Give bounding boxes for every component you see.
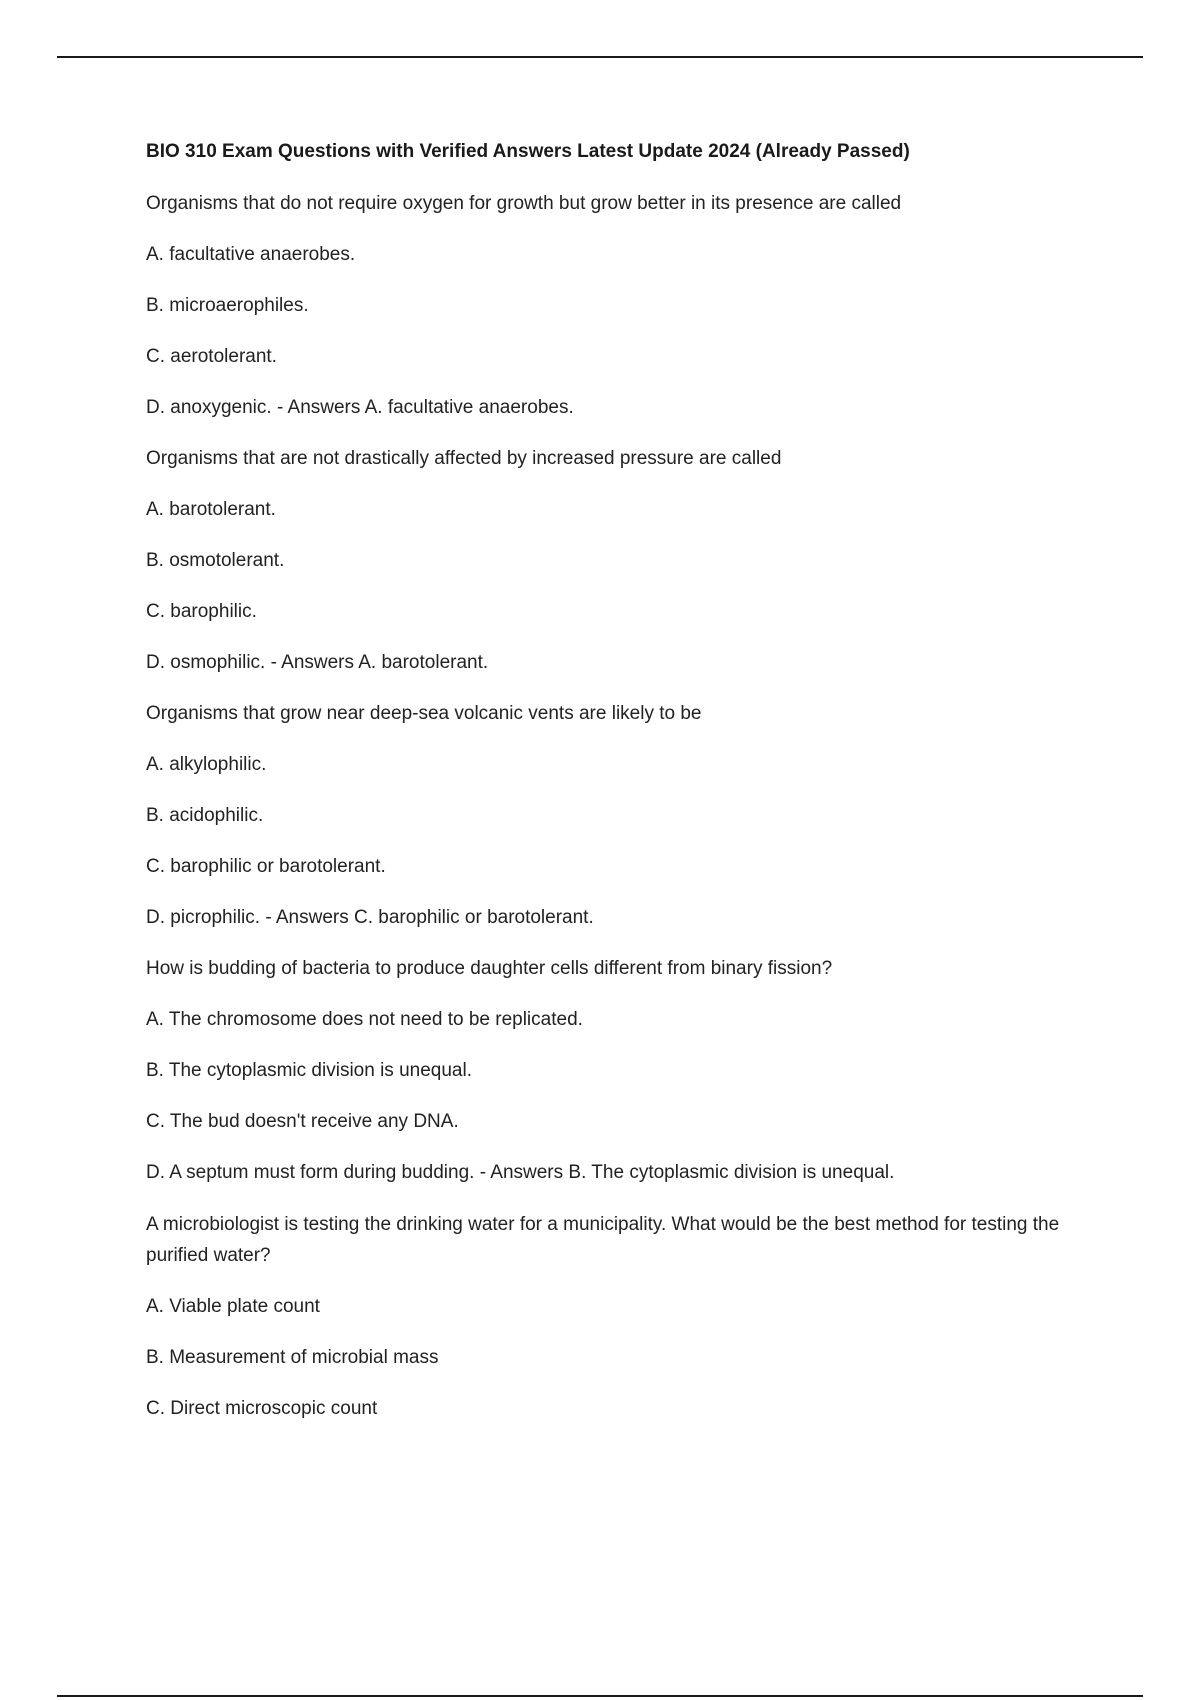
answer-option: B. Measurement of microbial mass <box>146 1347 439 1368</box>
answer-option: A. facultative anaerobes. <box>146 244 356 265</box>
question-text: Organisms that are not drastically affected by increased pressure are called <box>146 448 782 469</box>
question-text: How is budding of bacteria to produce daughter cells different from binary fission? <box>146 958 833 979</box>
answer-option: B. acidophilic. <box>146 805 264 826</box>
document-body <box>146 140 1066 1445</box>
question-1 <box>146 189 1066 423</box>
question-4 <box>146 954 1066 1188</box>
document-title: BIO 310 Exam Questions with Verified Answers Latest Update 2024 (Already Passed) <box>146 141 910 162</box>
answer-option: C. barophilic or barotolerant. <box>146 856 386 877</box>
answer-option: C. barophilic. <box>146 601 257 622</box>
answer-option: B. microaerophiles. <box>146 295 309 316</box>
answer-option: A. Viable plate count <box>146 1296 320 1317</box>
bottom-rule <box>57 1695 1143 1697</box>
answer-option: C. The bud doesn't receive any DNA. <box>146 1111 459 1132</box>
top-rule <box>57 56 1143 58</box>
question-5 <box>146 1209 1066 1424</box>
answer-option: C. aerotolerant. <box>146 346 277 367</box>
question-text: Organisms that grow near deep-sea volcanic vents are likely to be <box>146 703 702 724</box>
answer-option: C. Direct microscopic count <box>146 1398 378 1419</box>
answer-option-with-answer: D. picrophilic. - Answers C. barophilic or barotolerant. <box>146 907 594 928</box>
answer-option-with-answer: D. osmophilic. - Answers A. barotolerant. <box>146 652 489 673</box>
answer-option: A. barotolerant. <box>146 499 276 520</box>
answer-option: B. osmotolerant. <box>146 550 285 571</box>
answer-option: B. The cytoplasmic division is unequal. <box>146 1060 472 1081</box>
question-text: Organisms that do not require oxygen for growth but grow better in its presence are called <box>146 193 902 214</box>
answer-option-with-answer: D. A septum must form during budding. - Answers B. The cytoplasmic division is unequal. <box>146 1162 895 1183</box>
question-3 <box>146 699 1066 933</box>
question-2 <box>146 444 1066 678</box>
answer-option-with-answer: D. anoxygenic. - Answers A. facultative anaerobes. <box>146 397 574 418</box>
question-text: A microbiologist is testing the drinking water for a municipality. What would be the best method for testing the purified water? <box>146 1214 1060 1266</box>
answer-option: A. The chromosome does not need to be replicated. <box>146 1009 583 1030</box>
answer-option: A. alkylophilic. <box>146 754 267 775</box>
